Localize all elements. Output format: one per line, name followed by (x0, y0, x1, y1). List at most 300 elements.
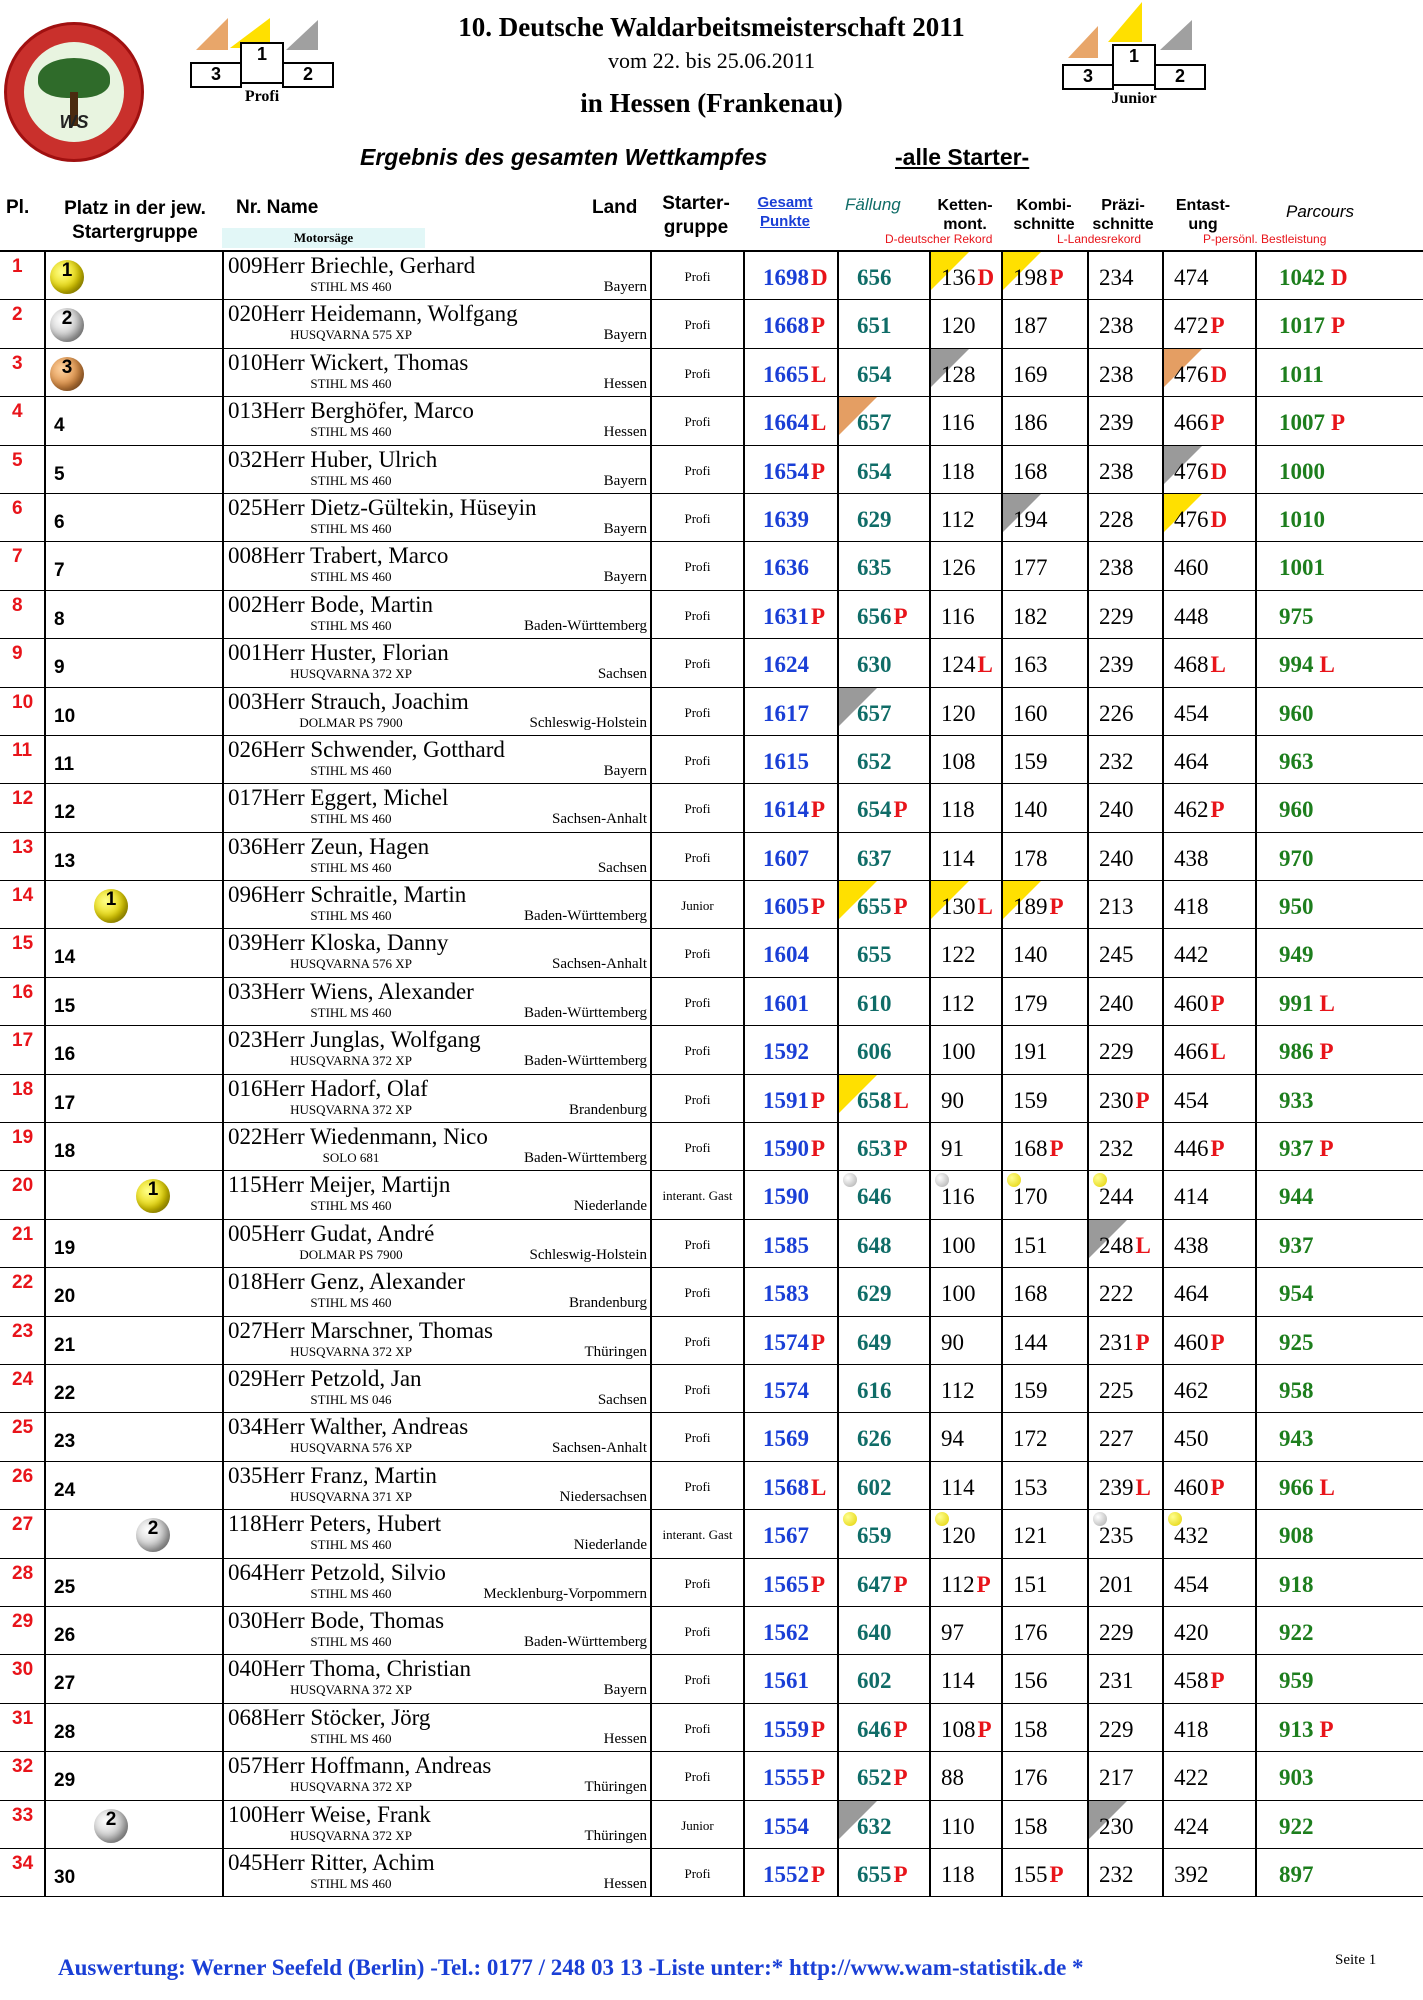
table-row (0, 1704, 1423, 1752)
starter-group: Profi (650, 784, 743, 831)
precision-cut-score: 231 (1099, 1668, 1134, 1694)
competitor-name (228, 1850, 435, 1876)
limbing-score: 450 (1174, 1426, 1209, 1452)
group-rank-cell (44, 1123, 222, 1170)
parcours-score-cell (1255, 494, 1423, 541)
combination-cut-score-cell (1001, 833, 1087, 880)
parcours-score: 908 (1279, 1523, 1314, 1549)
total-points: 1583 (763, 1281, 809, 1307)
total-points-cell (743, 1365, 837, 1412)
precision-cut-score-cell (1087, 639, 1162, 686)
chain-assembly-score: 114 (941, 1668, 975, 1694)
silver-medal-icon: 2 (94, 1809, 128, 1843)
start-number: 001 (228, 640, 263, 666)
rank-cell: 14 (12, 885, 34, 907)
table-row (0, 881, 1423, 929)
total-points: 1554 (763, 1813, 809, 1839)
combination-cut-score: 176 (1013, 1765, 1048, 1791)
parcours-score: 913 (1279, 1716, 1314, 1742)
group-rank: 7 (54, 560, 65, 582)
group-rank-cell (44, 300, 222, 347)
chainsaw-model: STIHL MS 460 (310, 908, 392, 924)
limbing-score: 454 (1174, 700, 1209, 726)
state: Bayern (603, 1682, 647, 1699)
record-marker: L (1210, 652, 1226, 678)
parcours-score: 1000 (1279, 458, 1325, 484)
precision-cut-score: 231 (1099, 1329, 1134, 1355)
parcours-score-cell (1255, 1123, 1423, 1170)
parcours-score-cell (1255, 446, 1423, 493)
name: Herr Bode, Martin (262, 591, 434, 617)
combination-cut-score-cell (1001, 397, 1087, 444)
parcours-score-cell (1255, 1559, 1423, 1606)
total-points-cell (743, 1220, 837, 1267)
start-number: 118 (228, 1511, 262, 1537)
precision-cut-score-cell (1087, 1849, 1162, 1896)
limbing-score: 474 (1174, 265, 1209, 290)
name: Herr Meijer, Martijn (261, 1172, 451, 1198)
competitor-name (228, 592, 433, 618)
total-points-cell (743, 1171, 837, 1218)
parcours-score-cell (1255, 1849, 1423, 1896)
limbing-score-cell (1162, 1752, 1255, 1799)
felling-score: 629 (857, 1281, 892, 1307)
felling-score-cell (837, 1559, 929, 1606)
rank-cell: 10 (12, 691, 34, 713)
rank-cell: 27 (12, 1514, 34, 1536)
state: Niederlande (573, 1537, 647, 1554)
group-rank: 21 (54, 1334, 76, 1356)
combination-cut-score: 194 (1013, 506, 1048, 532)
state: Brandenburg (568, 1295, 647, 1312)
start-number: 036 (228, 833, 263, 859)
parcours-score-cell (1255, 349, 1423, 396)
parcours-score: 943 (1279, 1426, 1314, 1452)
total-points: 1567 (763, 1523, 809, 1549)
record-marker: L (977, 652, 993, 678)
competitor-name (228, 1608, 444, 1634)
limbing-score: 420 (1174, 1619, 1209, 1645)
chain-assembly-score-cell (929, 1704, 1001, 1751)
competitor-name (228, 253, 475, 279)
chain-assembly-score: 112 (941, 506, 975, 532)
chain-assembly-score-cell (929, 1365, 1001, 1412)
combination-cut-score-cell (1001, 1123, 1087, 1170)
precision-cut-score: 232 (1099, 1861, 1134, 1887)
limbing-score: 466 (1174, 410, 1209, 436)
record-marker: L (811, 361, 827, 387)
competitor-name (228, 930, 448, 956)
chain-assembly-score-cell (929, 1655, 1001, 1702)
col-platz: Platz in der jew. Startergruppe (64, 198, 206, 243)
limbing-score: 468 (1174, 652, 1209, 678)
chainsaw-model: DOLMAR PS 7900 (299, 714, 403, 730)
combination-cut-score-cell (1001, 1559, 1087, 1606)
total-points: 1561 (763, 1668, 809, 1694)
total-points-cell (743, 252, 837, 299)
precision-cut-score-cell (1087, 1268, 1162, 1315)
chain-assembly-score: 126 (941, 555, 976, 581)
table-row (0, 1026, 1423, 1074)
combination-cut-score: 179 (1013, 990, 1048, 1016)
silver-dot-icon (843, 1173, 857, 1187)
state: Thüringen (584, 1779, 647, 1796)
limbing-score-cell (1162, 784, 1255, 831)
chain-assembly-score-cell (929, 591, 1001, 638)
name: Herr Gudat, André (262, 1220, 435, 1246)
col-nr-name: Nr. Name (236, 197, 319, 218)
starter-group: Profi (650, 1413, 743, 1460)
starter-group: interant. Gast (650, 1510, 743, 1557)
felling-score: 651 (857, 313, 892, 339)
record-marker: P (893, 1136, 908, 1162)
precision-cut-score-cell (1087, 349, 1162, 396)
parcours-score-cell (1255, 1365, 1423, 1412)
parcours-score: 986 (1279, 1039, 1314, 1065)
table-row (0, 736, 1423, 784)
total-points: 1605 (763, 894, 809, 920)
rank-cell: 7 (12, 546, 23, 568)
group-rank: 16 (54, 1044, 76, 1066)
limbing-score: 476 (1174, 458, 1209, 484)
record-marker: P (1210, 1668, 1225, 1694)
start-number: 035 (228, 1462, 263, 1488)
limbing-score-cell (1162, 300, 1255, 347)
starter-group: Profi (650, 1462, 743, 1509)
felling-score-cell (837, 494, 929, 541)
rank-cell: 25 (12, 1417, 34, 1439)
parcours-score-cell (1255, 591, 1423, 638)
group-rank-cell (44, 1849, 222, 1896)
record-marker: D (1210, 458, 1228, 484)
gold-dot-icon (843, 1512, 857, 1526)
precision-cut-score: 240 (1099, 797, 1134, 823)
total-points: 1559 (763, 1716, 809, 1742)
name: Herr Petzold, Jan (262, 1365, 422, 1391)
total-points-cell (743, 1075, 837, 1122)
group-rank-cell (44, 542, 222, 589)
start-number: 057 (228, 1753, 263, 1779)
table-row (0, 1462, 1423, 1510)
group-rank-cell (44, 736, 222, 783)
total-points: 1574 (763, 1377, 809, 1403)
rank-cell: 18 (12, 1078, 34, 1100)
felling-score-cell (837, 1607, 929, 1654)
group-rank-cell (44, 929, 222, 976)
parcours-score: 975 (1279, 603, 1314, 629)
state: Sachsen-Anhalt (552, 1440, 647, 1457)
total-points-cell (743, 978, 837, 1025)
parcours-score-cell (1255, 833, 1423, 880)
state: Bayern (603, 762, 647, 779)
combination-cut-score: 158 (1013, 1716, 1048, 1742)
col-land: Land (592, 197, 638, 218)
chain-assembly-score-cell (929, 1462, 1001, 1509)
chain-assembly-score: 118 (941, 1861, 975, 1887)
total-points: 1601 (763, 990, 809, 1016)
state: Baden-Württemberg (523, 1633, 647, 1650)
limbing-score: 414 (1174, 1184, 1209, 1210)
venue: in Hessen (Frankenau) (580, 88, 843, 118)
precision-cut-score-cell (1087, 542, 1162, 589)
gold-medal-icon: 1 (50, 260, 84, 294)
record-marker: P (893, 894, 908, 920)
felling-score-cell (837, 929, 929, 976)
table-row (0, 591, 1423, 639)
precision-cut-score-cell (1087, 397, 1162, 444)
group-rank-cell (44, 978, 222, 1025)
state: Schleswig-Holstein (529, 714, 647, 731)
competitor-name (228, 1414, 468, 1440)
chainsaw-model: HUSQVARNA 372 XP (290, 1053, 412, 1069)
group-rank: 30 (54, 1866, 76, 1888)
combination-cut-score-cell (1001, 1607, 1087, 1654)
table-row (0, 1075, 1423, 1123)
felling-score: 657 (857, 410, 892, 436)
felling-score-cell (837, 1510, 929, 1557)
felling-score-cell (837, 881, 929, 928)
chain-assembly-score: 100 (941, 1232, 976, 1258)
combination-cut-score: 160 (1013, 700, 1048, 726)
combination-cut-score-cell (1001, 542, 1087, 589)
chain-assembly-score: 122 (941, 942, 976, 968)
combination-cut-score: 186 (1013, 410, 1048, 436)
group-rank: 10 (54, 705, 76, 727)
chainsaw-model: STIHL MS 046 (310, 1391, 392, 1407)
combination-cut-score: 178 (1013, 845, 1048, 871)
record-marker: P (811, 313, 826, 339)
precision-cut-score-cell (1087, 1510, 1162, 1557)
group-rank-cell (44, 1413, 222, 1460)
chain-assembly-score: 120 (941, 1523, 976, 1549)
precision-cut-score: 238 (1099, 313, 1134, 339)
state: Bayern (603, 520, 647, 537)
parcours-score-cell (1255, 1462, 1423, 1509)
felling-score: 626 (857, 1426, 892, 1452)
parcours-score-cell (1255, 252, 1423, 299)
precision-cut-score: 226 (1099, 700, 1134, 726)
start-number: 100 (228, 1801, 263, 1827)
table-row (0, 397, 1423, 445)
limbing-score-cell (1162, 397, 1255, 444)
start-number: 005 (228, 1220, 263, 1246)
start-number: 013 (228, 398, 263, 424)
total-points: 1590 (763, 1136, 809, 1162)
felling-score-cell (837, 1317, 929, 1364)
group-rank-cell (44, 1752, 222, 1799)
group-rank: 23 (54, 1431, 76, 1453)
combination-cut-score: 159 (1013, 1087, 1048, 1113)
record-marker: L (1210, 1039, 1226, 1065)
combination-cut-score: 121 (1013, 1523, 1048, 1549)
rank-cell: 6 (12, 497, 23, 519)
parcours-score-cell (1255, 881, 1423, 928)
combination-cut-score-cell (1001, 1268, 1087, 1315)
felling-score-cell (837, 252, 929, 299)
group-rank-cell (44, 494, 222, 541)
chain-assembly-score-cell (929, 881, 1001, 928)
chain-assembly-score-cell (929, 978, 1001, 1025)
chain-assembly-score: 91 (941, 1136, 964, 1162)
felling-score-cell (837, 833, 929, 880)
precision-cut-score-cell (1087, 1317, 1162, 1364)
total-points: 1592 (763, 1039, 809, 1065)
combination-cut-score-cell (1001, 494, 1087, 541)
state: Baden-Württemberg (523, 1053, 647, 1070)
starter-group: Profi (650, 639, 743, 686)
group-rank: 22 (54, 1382, 76, 1404)
precision-cut-score-cell (1087, 1607, 1162, 1654)
total-points-cell (743, 1462, 837, 1509)
record-marker: L (811, 410, 827, 436)
chain-assembly-score-cell (929, 252, 1001, 299)
felling-score: 652 (857, 1765, 892, 1791)
combination-cut-score: 151 (1013, 1571, 1048, 1597)
limbing-score-cell (1162, 1559, 1255, 1606)
bronze-medal-icon: 3 (50, 357, 84, 391)
group-rank-cell (44, 1220, 222, 1267)
parcours-score-cell (1255, 784, 1423, 831)
competitor-name (228, 1318, 493, 1344)
starter-group: Profi (650, 1655, 743, 1702)
chainsaw-model: STIHL MS 460 (310, 1585, 392, 1601)
col-praezi: Präzi- schnitte (1092, 197, 1154, 233)
limbing-score-cell (1162, 1510, 1255, 1557)
chain-assembly-score: 130 (941, 894, 976, 920)
starter-group: Profi (650, 688, 743, 735)
col-ketten: Ketten- mont. (937, 197, 993, 233)
limbing-score: 460 (1174, 1329, 1209, 1355)
parcours-score: 1042 (1279, 265, 1325, 290)
precision-cut-score-cell (1087, 494, 1162, 541)
record-marker: D (1210, 506, 1228, 532)
chain-assembly-score-cell (929, 1171, 1001, 1218)
group-rank-cell (44, 1801, 222, 1848)
total-points-cell (743, 349, 837, 396)
precision-cut-score-cell (1087, 446, 1162, 493)
chain-assembly-score: 112 (941, 990, 975, 1016)
podium-profi-icon: 1 3 2 Profi (186, 18, 336, 108)
combination-cut-score-cell (1001, 349, 1087, 396)
chainsaw-model: STIHL MS 460 (310, 1633, 392, 1649)
name: Herr Schraitle, Martin (262, 882, 467, 908)
total-points: 1607 (763, 845, 809, 871)
name: Herr Strauch, Joachim (262, 688, 469, 714)
felling-score: 646 (857, 1716, 892, 1742)
total-points: 1565 (763, 1571, 809, 1597)
chain-assembly-score: 88 (941, 1765, 964, 1791)
total-points: 1555 (763, 1765, 809, 1791)
chain-assembly-score-cell (929, 1123, 1001, 1170)
table-row (0, 252, 1423, 300)
felling-score-cell (837, 542, 929, 589)
page-title: 10. Deutsche Waldarbeitsmeisterschaft 2011 (458, 12, 965, 42)
felling-score: 659 (857, 1523, 892, 1549)
record-marker: P (1135, 1087, 1150, 1113)
header (0, 0, 1423, 250)
state: Baden-Württemberg (523, 1004, 647, 1021)
precision-cut-score-cell (1087, 1655, 1162, 1702)
record-marker: P (1210, 1474, 1225, 1500)
chain-assembly-score: 97 (941, 1619, 964, 1645)
limbing-score: 418 (1174, 1716, 1209, 1742)
start-number: 040 (228, 1656, 263, 1682)
total-points-cell (743, 591, 837, 638)
group-rank: 14 (54, 947, 76, 969)
starter-group: Profi (650, 1849, 743, 1896)
felling-score: 602 (857, 1668, 892, 1694)
chainsaw-model: STIHL MS 460 (310, 375, 392, 391)
competitor-name (228, 1705, 430, 1731)
legend-d: D-deutscher Rekord (885, 232, 993, 246)
precision-cut-score-cell (1087, 1413, 1162, 1460)
name: Herr Petzold, Silvio (262, 1559, 446, 1585)
group-rank-cell (44, 446, 222, 493)
record-marker: P (1210, 410, 1225, 436)
limbing-score: 392 (1174, 1861, 1209, 1887)
parcours-score: 991 (1279, 990, 1314, 1016)
podium-junior-icon: 1 3 2 Junior (1060, 2, 1210, 92)
chain-assembly-score-cell (929, 736, 1001, 783)
total-points: 1590 (763, 1184, 809, 1210)
felling-score-cell (837, 1462, 929, 1509)
felling-score: 635 (857, 555, 892, 581)
record-marker: P (893, 1716, 908, 1742)
group-rank: 6 (54, 511, 65, 533)
state: Brandenburg (568, 1101, 647, 1118)
chain-assembly-score-cell (929, 1268, 1001, 1315)
parcours-score-cell (1255, 542, 1423, 589)
felling-score: 654 (857, 797, 892, 823)
parcours-score-cell (1255, 1801, 1423, 1848)
felling-score: 647 (857, 1571, 892, 1597)
combination-cut-score-cell (1001, 784, 1087, 831)
precision-cut-score: 229 (1099, 603, 1134, 629)
record-marker: P (811, 1861, 826, 1887)
start-number: 018 (228, 1269, 263, 1295)
total-points: 1574 (763, 1329, 809, 1355)
state: Hessen (603, 1875, 647, 1892)
combination-cut-score-cell (1001, 1413, 1087, 1460)
total-points-cell (743, 1655, 837, 1702)
total-points: 1604 (763, 942, 809, 968)
total-points-cell (743, 688, 837, 735)
name: Herr Thoma, Christian (262, 1656, 471, 1682)
combination-cut-score-cell (1001, 639, 1087, 686)
combination-cut-score: 177 (1013, 555, 1048, 581)
state: Sachsen (597, 859, 647, 876)
limbing-score-cell (1162, 1462, 1255, 1509)
group-rank-cell (44, 591, 222, 638)
legend-p: P-persönl. Bestleistung (1203, 232, 1327, 246)
record-marker: P (811, 1716, 826, 1742)
table-row (0, 639, 1423, 687)
limbing-score: 476 (1174, 506, 1209, 532)
starter-group: Profi (650, 1268, 743, 1315)
combination-cut-score: 172 (1013, 1426, 1048, 1452)
chain-assembly-score-cell (929, 446, 1001, 493)
start-number: 003 (228, 688, 263, 714)
limbing-score: 458 (1174, 1668, 1209, 1694)
chain-assembly-score: 114 (941, 1474, 975, 1500)
record-marker: D (1331, 265, 1348, 290)
rank-cell: 9 (12, 643, 23, 665)
combination-cut-score-cell (1001, 1075, 1087, 1122)
chain-assembly-score-cell (929, 542, 1001, 589)
total-points: 1615 (763, 748, 809, 774)
group-rank-cell (44, 1317, 222, 1364)
parcours-score: 960 (1279, 797, 1314, 823)
